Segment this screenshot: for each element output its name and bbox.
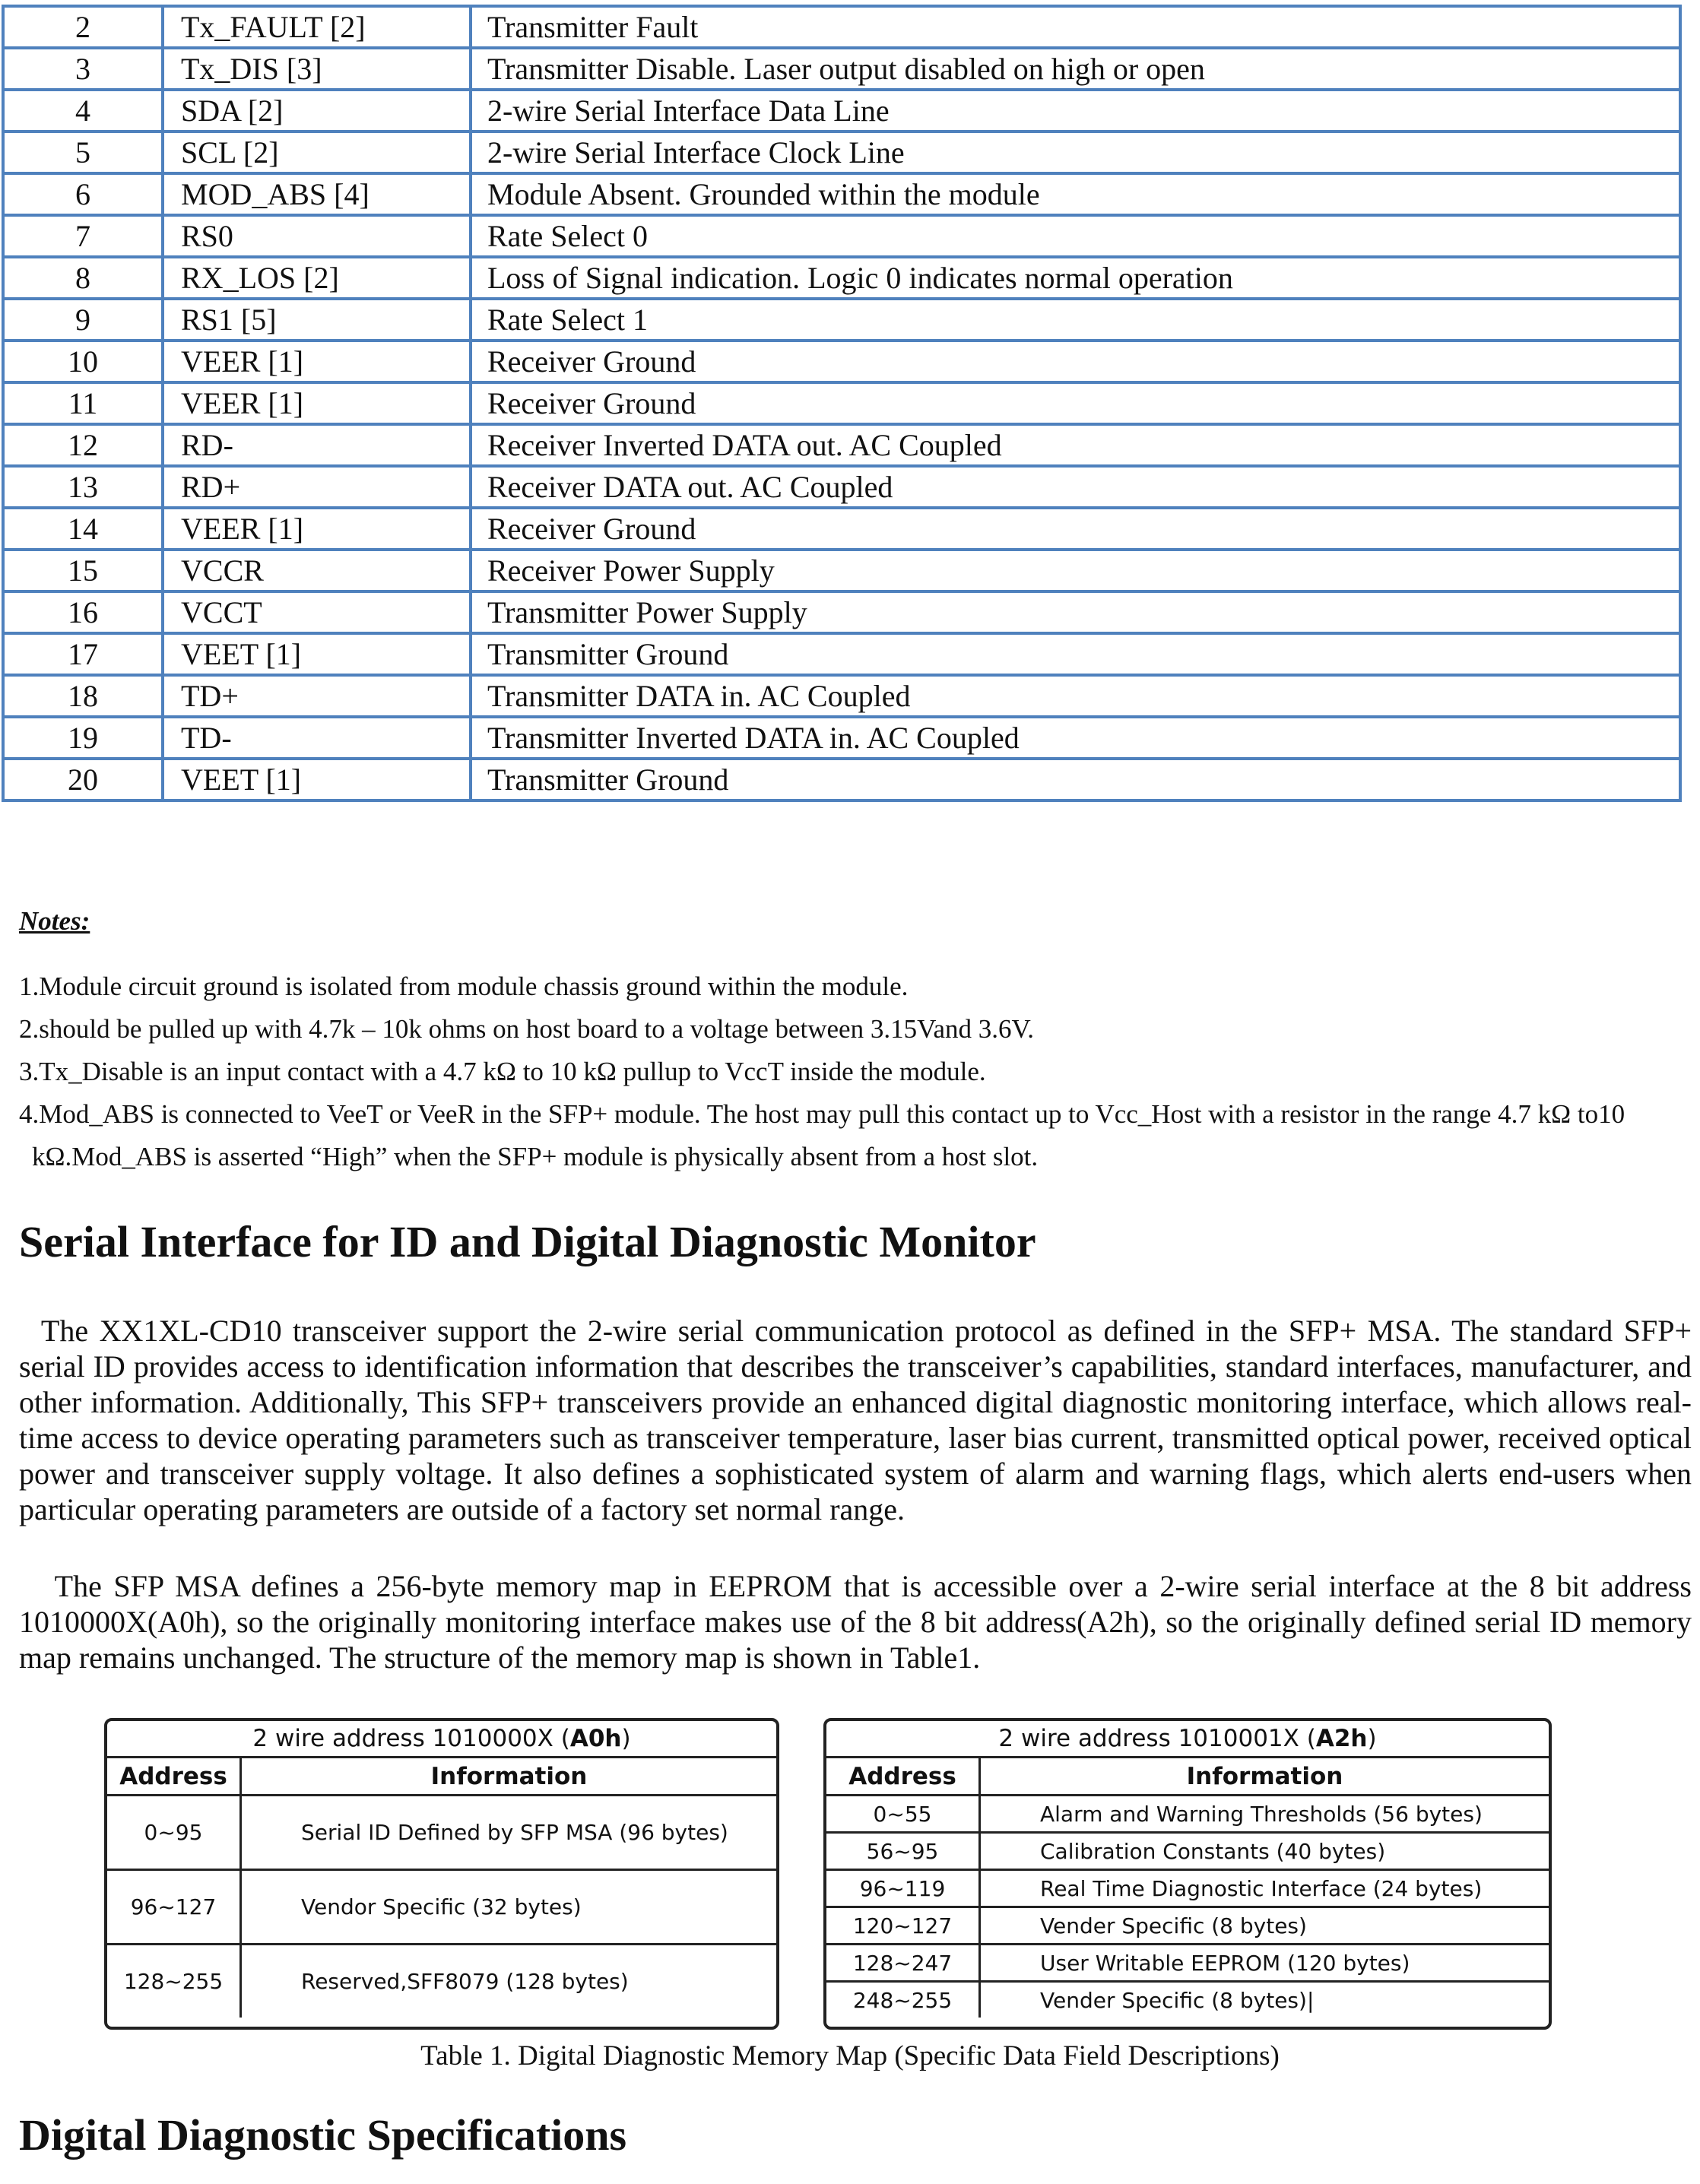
pin-symbol-cell: Tx_FAULT [2] <box>163 6 471 48</box>
information-cell: Vender Specific (8 bytes)| <box>1040 1987 1315 2013</box>
pin-number-cell: 7 <box>3 215 163 257</box>
pin-table-body <box>3 6 1680 800</box>
memory-map-row <box>107 1945 776 2018</box>
memory-map-a0h-title <box>107 1721 776 1758</box>
table-row <box>3 633 1680 675</box>
information-cell: Serial ID Defined by SFP MSA (96 bytes) <box>301 1820 728 1845</box>
pin-description-cell: Loss of Signal indication. Logic 0 indicates normal operation <box>471 257 1680 299</box>
pin-description-cell: Receiver Power Supply <box>471 550 1680 591</box>
note-2: 2.should be pulled up with 4.7k – 10k ohms on host board to a voltage between 3.15Vand 3.6V. <box>19 1014 1035 1044</box>
pin-symbol-cell: TD- <box>163 717 471 759</box>
a0h-title-prefix: 2 wire address 1010000X ( <box>252 1725 570 1752</box>
information-cell: Calibration Constants (40 bytes) <box>1040 1838 1386 1864</box>
pin-symbol-cell: RD- <box>163 424 471 466</box>
pin-symbol-cell: RX_LOS [2] <box>163 257 471 299</box>
table-row <box>3 508 1680 550</box>
information-cell: Real Time Diagnostic Interface (24 bytes) <box>1040 1875 1483 1901</box>
pin-description-cell: Transmitter Inverted DATA in. AC Coupled <box>471 717 1680 759</box>
section-heading-digital-diagnostic-specs: Digital Diagnostic Specifications <box>19 2110 627 2160</box>
pin-description-cell: Transmitter DATA in. AC Coupled <box>471 675 1680 717</box>
pin-number-cell: 9 <box>3 299 163 341</box>
column-header-address: Address <box>826 1758 981 1794</box>
column-header-information: Information <box>1186 1762 1343 1790</box>
memory-map-a0h <box>104 1718 779 2030</box>
a0h-title-bold: A0h <box>569 1725 622 1752</box>
pin-number-cell: 5 <box>3 132 163 173</box>
memory-map-row <box>826 1908 1549 1945</box>
pin-symbol-cell: VEER [1] <box>163 382 471 424</box>
table-caption: Table 1. Digital Diagnostic Memory Map (Specific Data Field Descriptions) <box>420 2040 1280 2071</box>
table-row <box>3 257 1680 299</box>
table-row <box>3 675 1680 717</box>
a0h-title-suffix: ) <box>621 1725 631 1752</box>
pin-number-cell: 8 <box>3 257 163 299</box>
information-cell: User Writable EEPROM (120 bytes) <box>1040 1950 1410 1976</box>
pin-definition-table <box>2 5 1682 802</box>
pin-description-cell: Receiver Inverted DATA out. AC Coupled <box>471 424 1680 466</box>
a2h-title-suffix: ) <box>1367 1725 1377 1752</box>
pin-number-cell: 12 <box>3 424 163 466</box>
table-row <box>3 759 1680 800</box>
paragraph-serial-interface: The XX1XL-CD10 transceiver support the 2-wire serial communication protocol as defined in the SFP+ MSA. The standard SFP+ serial ID provides access to identification information that describes the transceiver’s capabilities, standard interfaces, manufacturer, and other information. Additionally, This SFP+ transceivers provide an enhanced digital diagnostic monitoring interface, which allows real-time access to device operating parameters such as transceiver temperature, laser bias current, transmitted optical power, received optical power and transceiver supply voltage. It also defines a sophisticated system of alarm and warning flags, which alerts end-users when particular operating parameters are outside of a factory set normal range. <box>19 1314 1692 1526</box>
table-row <box>3 299 1680 341</box>
pin-symbol-cell: SDA [2] <box>163 90 471 132</box>
pin-symbol-cell: VEER [1] <box>163 341 471 382</box>
memory-map-row <box>826 1945 1549 1983</box>
address-cell: 0~95 <box>107 1796 242 1869</box>
pin-symbol-cell: Tx_DIS [3] <box>163 48 471 90</box>
a2h-title-prefix: 2 wire address 1010001X ( <box>998 1725 1316 1752</box>
memory-map-a2h <box>823 1718 1552 2030</box>
table-row <box>3 132 1680 173</box>
pin-description-cell: Receiver Ground <box>471 382 1680 424</box>
table-row <box>3 424 1680 466</box>
table-row <box>3 90 1680 132</box>
pin-description-cell: Rate Select 0 <box>471 215 1680 257</box>
pin-symbol-cell: RD+ <box>163 466 471 508</box>
table-row <box>3 341 1680 382</box>
address-cell: 56~95 <box>826 1834 981 1869</box>
pin-symbol-cell: VEET [1] <box>163 759 471 800</box>
pin-description-cell: Transmitter Ground <box>471 633 1680 675</box>
pin-description-cell: 2-wire Serial Interface Data Line <box>471 90 1680 132</box>
note-4-continued: kΩ.Mod_ABS is asserted “High” when the SFP+ module is physically absent from a host slot. <box>32 1142 1039 1171</box>
pin-symbol-cell: RS0 <box>163 215 471 257</box>
table-row <box>3 215 1680 257</box>
paragraph-memory-map: The SFP MSA defines a 256-byte memory map in EEPROM that is accessible over a 2-wire serial interface at the 8 bit address 1010000X(A0h), so the originally monitoring interface makes use of the 8 bit address(A2h), so the originally defined serial ID memory map remains unchanged. The structure of the memory map is shown in Table1. <box>19 1569 1692 1675</box>
table-row <box>3 591 1680 633</box>
memory-map-a0h-rows <box>107 1796 776 2018</box>
pin-description-cell: Receiver DATA out. AC Coupled <box>471 466 1680 508</box>
note-1: 1.Module circuit ground is isolated from module chassis ground within the module. <box>19 972 909 1001</box>
information-cell: Vender Specific (8 bytes) <box>1040 1913 1307 1938</box>
pin-description-cell: Transmitter Power Supply <box>471 591 1680 633</box>
pin-symbol-cell: MOD_ABS [4] <box>163 173 471 215</box>
pin-description-cell: Transmitter Disable. Laser output disabled on high or open <box>471 48 1680 90</box>
address-cell: 248~255 <box>826 1983 981 2018</box>
address-cell: 0~55 <box>826 1796 981 1831</box>
pin-description-cell: Module Absent. Grounded within the module <box>471 173 1680 215</box>
table-row <box>3 48 1680 90</box>
table-row <box>3 550 1680 591</box>
pin-description-cell: Receiver Ground <box>471 341 1680 382</box>
pin-number-cell: 3 <box>3 48 163 90</box>
memory-map-row <box>826 1871 1549 1908</box>
table-row <box>3 6 1680 48</box>
pin-symbol-cell: SCL [2] <box>163 132 471 173</box>
table-row <box>3 466 1680 508</box>
pin-number-cell: 4 <box>3 90 163 132</box>
pin-number-cell: 2 <box>3 6 163 48</box>
pin-number-cell: 17 <box>3 633 163 675</box>
pin-number-cell: 10 <box>3 341 163 382</box>
note-4: 4.Mod_ABS is connected to VeeT or VeeR in the SFP+ module. The host may pull this contact up to Vcc_Host with a resistor in the range 4.7 kΩ to10 <box>19 1099 1625 1129</box>
memory-map-row <box>107 1871 776 1945</box>
address-cell: 96~119 <box>826 1871 981 1906</box>
address-cell: 96~127 <box>107 1871 242 1943</box>
table-row <box>3 717 1680 759</box>
memory-map-a2h-header <box>826 1758 1549 1796</box>
memory-map-a0h-header <box>107 1758 776 1796</box>
pin-number-cell: 14 <box>3 508 163 550</box>
notes-heading: Notes: <box>19 906 90 936</box>
pin-description-cell: 2-wire Serial Interface Clock Line <box>471 132 1680 173</box>
address-cell: 120~127 <box>826 1908 981 1943</box>
section-heading-serial-interface: Serial Interface for ID and Digital Diagnostic Monitor <box>19 1217 1036 1266</box>
a2h-title-bold: A2h <box>1315 1725 1368 1752</box>
address-cell: 128~247 <box>826 1945 981 1980</box>
pin-number-cell: 19 <box>3 717 163 759</box>
pin-number-cell: 16 <box>3 591 163 633</box>
pin-description-cell: Transmitter Fault <box>471 6 1680 48</box>
pin-symbol-cell: RS1 [5] <box>163 299 471 341</box>
pin-description-cell: Receiver Ground <box>471 508 1680 550</box>
memory-map-row <box>826 1983 1549 2018</box>
memory-map-a2h-title <box>826 1721 1549 1758</box>
pin-symbol-cell: VCCT <box>163 591 471 633</box>
memory-map-row <box>107 1796 776 1871</box>
column-header-address: Address <box>107 1758 242 1794</box>
pin-number-cell: 18 <box>3 675 163 717</box>
pin-number-cell: 15 <box>3 550 163 591</box>
information-cell: Vendor Specific (32 bytes) <box>301 1894 582 1919</box>
pin-symbol-cell: VCCR <box>163 550 471 591</box>
pin-number-cell: 6 <box>3 173 163 215</box>
note-3: 3.Tx_Disable is an input contact with a 4.7 kΩ to 10 kΩ pullup to VccT inside the module. <box>19 1057 986 1086</box>
pin-description-cell: Rate Select 1 <box>471 299 1680 341</box>
table-row <box>3 382 1680 424</box>
column-header-information: Information <box>430 1762 588 1790</box>
information-cell: Reserved,SFF8079 (128 bytes) <box>301 1969 629 1994</box>
table-row <box>3 173 1680 215</box>
pin-symbol-cell: VEER [1] <box>163 508 471 550</box>
information-cell: Alarm and Warning Thresholds (56 bytes) <box>1040 1801 1483 1827</box>
pin-number-cell: 13 <box>3 466 163 508</box>
address-cell: 128~255 <box>107 1945 242 2018</box>
pin-symbol-cell: TD+ <box>163 675 471 717</box>
pin-number-cell: 20 <box>3 759 163 800</box>
pin-description-cell: Transmitter Ground <box>471 759 1680 800</box>
memory-map-a2h-rows <box>826 1796 1549 2018</box>
pin-symbol-cell: VEET [1] <box>163 633 471 675</box>
memory-map-row <box>826 1834 1549 1871</box>
pin-number-cell: 11 <box>3 382 163 424</box>
memory-map-row <box>826 1796 1549 1834</box>
